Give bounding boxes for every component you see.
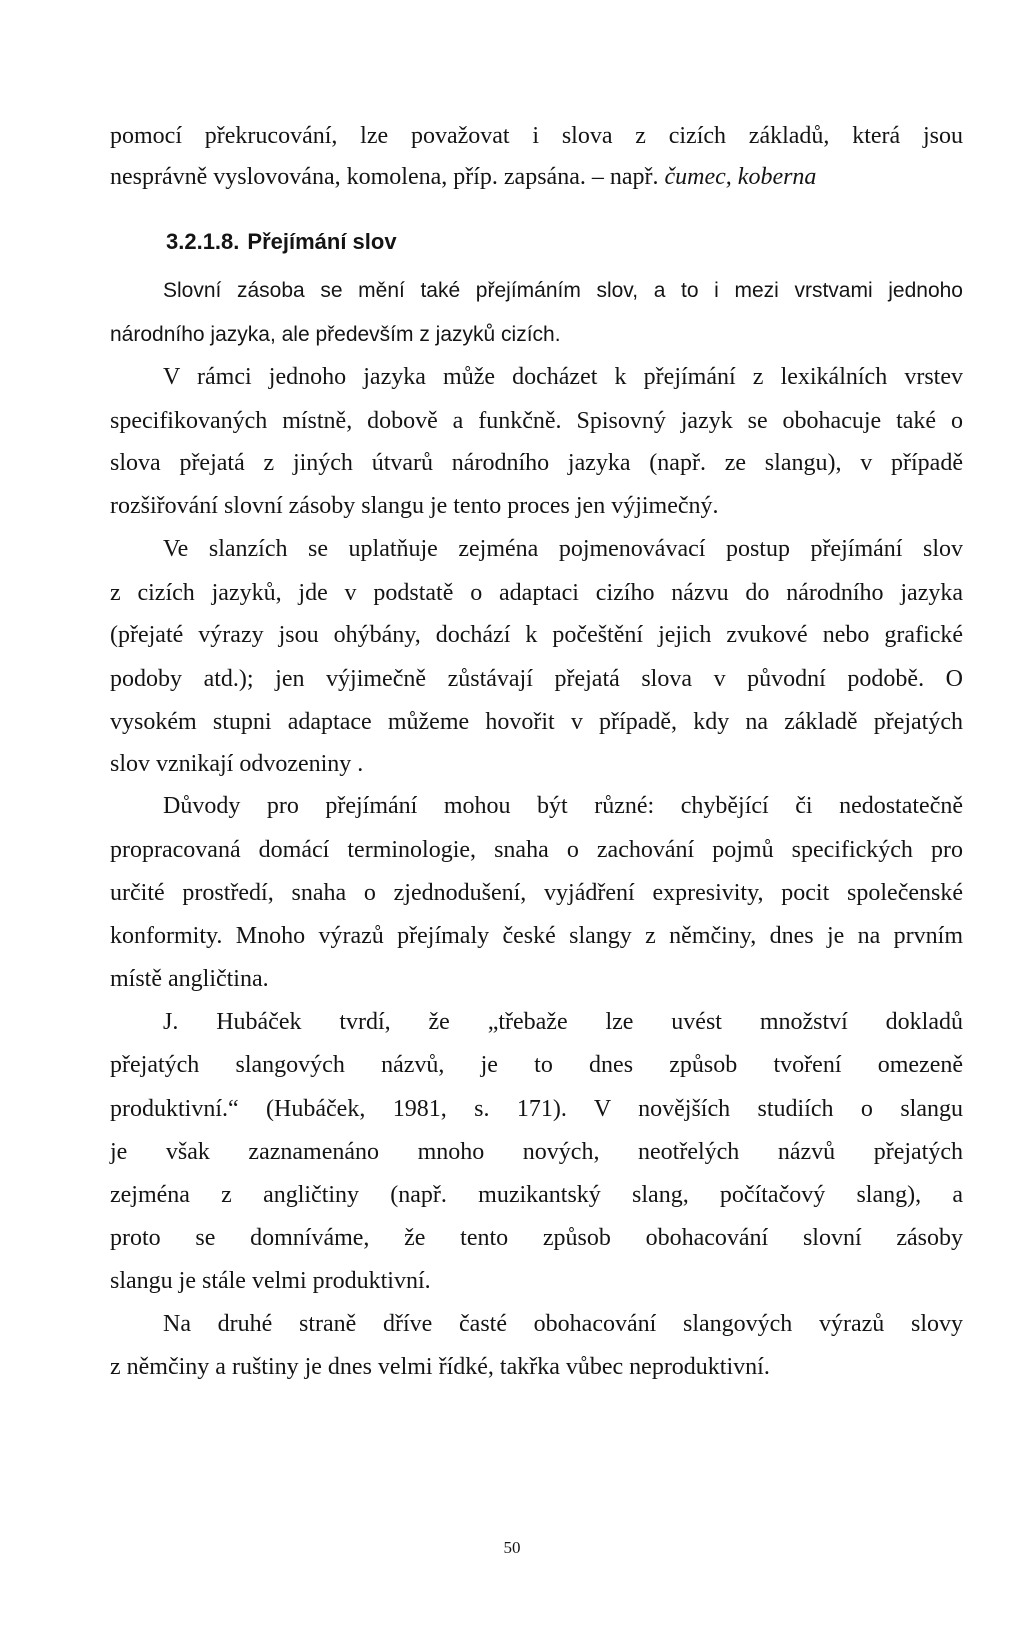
text-span: nesprávně vyslovována, komolena, příp. zapsána. – např.: [110, 164, 665, 190]
paragraph-line: propracovaná domácí terminologie, snaha o zachování pojmů specifických pro: [110, 837, 963, 863]
paragraph-line: podoby atd.); jen výjimečně zůstávají přejatá slova v původní podobě. O: [110, 666, 963, 692]
example-words: čumec, koberna: [664, 164, 817, 190]
paragraph-line: V rámci jednoho jazyka může docházet k přejímání z lexikálních vrstev: [163, 364, 963, 390]
section-heading: [166, 227, 397, 257]
paragraph-line: produktivní.“ (Hubáček, 1981, s. 171). V novějších studiích o slangu: [110, 1096, 963, 1122]
paragraph-line: je však zaznamenáno mnoho nových, neotřelých názvů přejatých: [110, 1139, 963, 1165]
section-number: 3.2.1.8.: [166, 229, 240, 254]
section-title: Přejímání slov: [247, 229, 397, 254]
paragraph-line: Důvody pro přejímání mohou být různé: chybějící či nedostatečně: [163, 793, 963, 819]
paragraph-line: zejména z angličtiny (např. muzikantský slang, počítačový slang), a: [110, 1182, 963, 1208]
paragraph-line: specifikovaných místně, dobově a funkčně. Spisovný jazyk se obohacuje také o: [110, 408, 963, 434]
paragraph-line: vysokém stupni adaptace můžeme hovořit v případě, kdy na základě přejatých: [110, 709, 963, 735]
paragraph-line: určité prostředí, snaha o zjednodušení, vyjádření expresivity, pocit společenské: [110, 880, 963, 906]
paragraph-line: přejatých slangových názvů, je to dnes způsob tvoření omezeně: [110, 1052, 963, 1078]
paragraph-line: (přejaté výrazy jsou ohýbány, dochází k počeštění jejich zvukové nebo grafické: [110, 622, 963, 648]
paragraph-line: slangu je stále velmi produktivní.: [110, 1268, 431, 1294]
paragraph-line: J. Hubáček tvrdí, že „třebaže lze uvést množství dokladů: [163, 1009, 963, 1035]
text-line: [110, 162, 963, 192]
text-line: pomocí překrucování, lze považovat i slova z cizích základů, která jsou: [110, 123, 963, 149]
paragraph-line: místě angličtina.: [110, 966, 269, 992]
paragraph-line: z němčiny a ruštiny je dnes velmi řídké, takřka vůbec neproduktivní.: [110, 1354, 770, 1380]
paragraph-line: slova přejatá z jiných útvarů národního jazyka (např. ze slangu), v případě: [110, 450, 963, 476]
paragraph-line: konformity. Mnoho výrazů přejímaly české slangy z němčiny, dnes je na prvním: [110, 923, 963, 949]
paragraph-line: Na druhé straně dříve časté obohacování slangových výrazů slovy: [163, 1311, 963, 1337]
page-number: 50: [503, 1538, 521, 1557]
paragraph-line: národního jazyka, ale především z jazyků cizích.: [110, 323, 561, 346]
paragraph-line: Ve slanzích se uplatňuje zejména pojmenovávací postup přejímání slov: [163, 536, 963, 562]
paragraph-line: proto se domníváme, že tento způsob obohacování slovní zásoby: [110, 1225, 963, 1251]
paragraph-line: slov vznikají odvozeniny .: [110, 751, 364, 777]
paragraph-line: z cizích jazyků, jde v podstatě o adaptaci cizího názvu do národního jazyka: [110, 580, 963, 606]
paragraph-line: rozšiřování slovní zásoby slangu je tento proces jen výjimečný.: [110, 493, 719, 519]
paragraph-line: Slovní zásoba se mění také přejímáním slov, a to i mezi vrstvami jednoho: [163, 279, 963, 302]
